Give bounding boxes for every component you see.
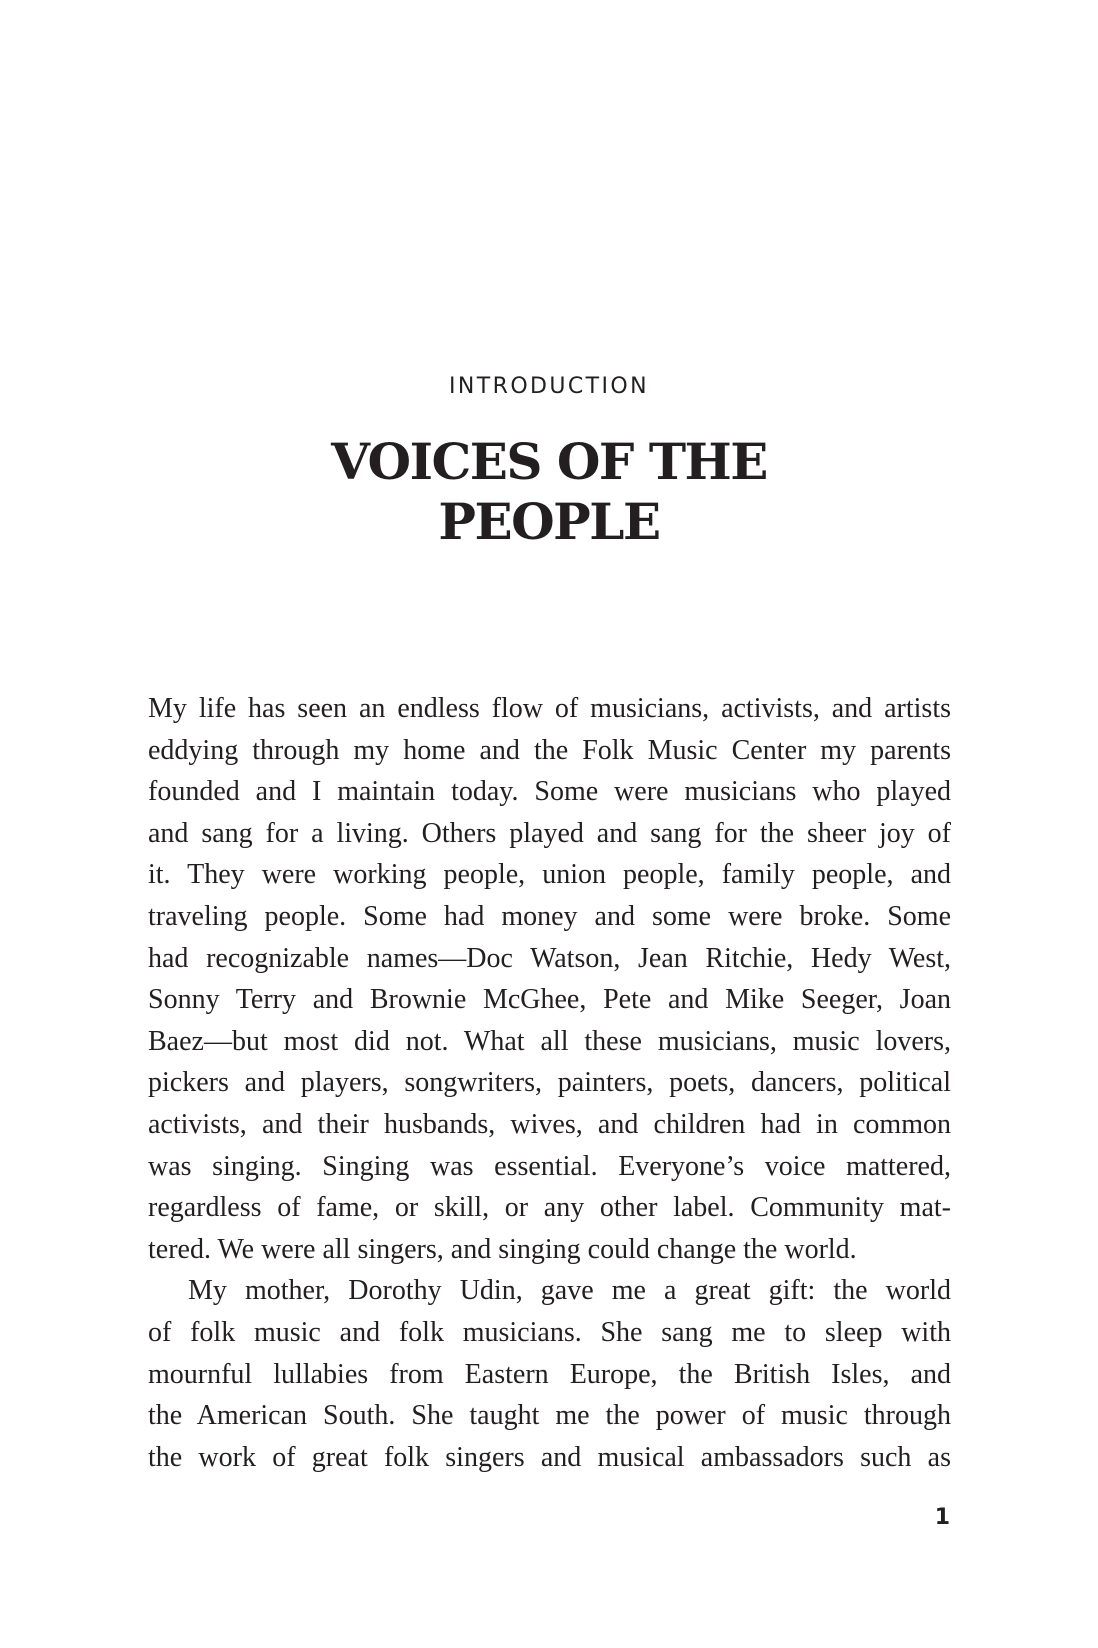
text-line: founded and I maintain today. Some were musicians who played	[148, 776, 951, 808]
text-line: the American South. She taught me the power of music through	[148, 1400, 951, 1432]
text-line: mournful lullabies from Eastern Europe, the British Isles, and	[148, 1358, 951, 1390]
chapter-kicker: INTRODUCTION	[449, 374, 649, 399]
text-line: regardless of fame, or skill, or any other label. Community mat-	[148, 1192, 951, 1224]
text-line: was singing. Singing was essential. Everyone’s voice mattered,	[148, 1150, 951, 1182]
text-line: of folk music and folk musicians. She sang me to sleep with	[148, 1316, 951, 1348]
text-line: pickers and players, songwriters, painters, poets, dancers, political	[148, 1067, 951, 1099]
text-line: it. They were working people, union people, family people, and	[148, 859, 951, 891]
text-line: had recognizable names—Doc Watson, Jean Ritchie, Hedy West,	[148, 942, 951, 974]
text-line: and sang for a living. Others played and sang for the sheer joy of	[148, 817, 951, 849]
chapter-title-line: PEOPLE	[438, 492, 660, 551]
text-line: My life has seen an endless flow of musicians, activists, and artists	[148, 693, 951, 724]
text-line: traveling people. Some had money and some were broke. Some	[148, 900, 951, 932]
text-line: eddying through my home and the Folk Music Center my parents	[148, 734, 951, 766]
body-text	[148, 688, 951, 1478]
text-line: the work of great folk singers and musical ambassadors such as	[148, 1441, 951, 1473]
page-number: 1	[934, 1505, 950, 1530]
text-line: Baez—but most did not. What all these musicians, music lovers,	[148, 1025, 951, 1057]
text-line: My mother, Dorothy Udin, gave me a great gift: the world	[188, 1275, 951, 1307]
text-line: tered. We were all singers, and singing could change the world.	[148, 1233, 857, 1265]
chapter-title	[0, 432, 1098, 552]
chapter-title-line: VOICES OF THE	[331, 432, 767, 491]
text-line: activists, and their husbands, wives, and children had in common	[148, 1108, 951, 1140]
text-line: Sonny Terry and Brownie McGhee, Pete and Mike Seeger, Joan	[148, 984, 951, 1016]
paragraph-1	[148, 688, 951, 1270]
paragraph-2	[148, 1270, 951, 1478]
